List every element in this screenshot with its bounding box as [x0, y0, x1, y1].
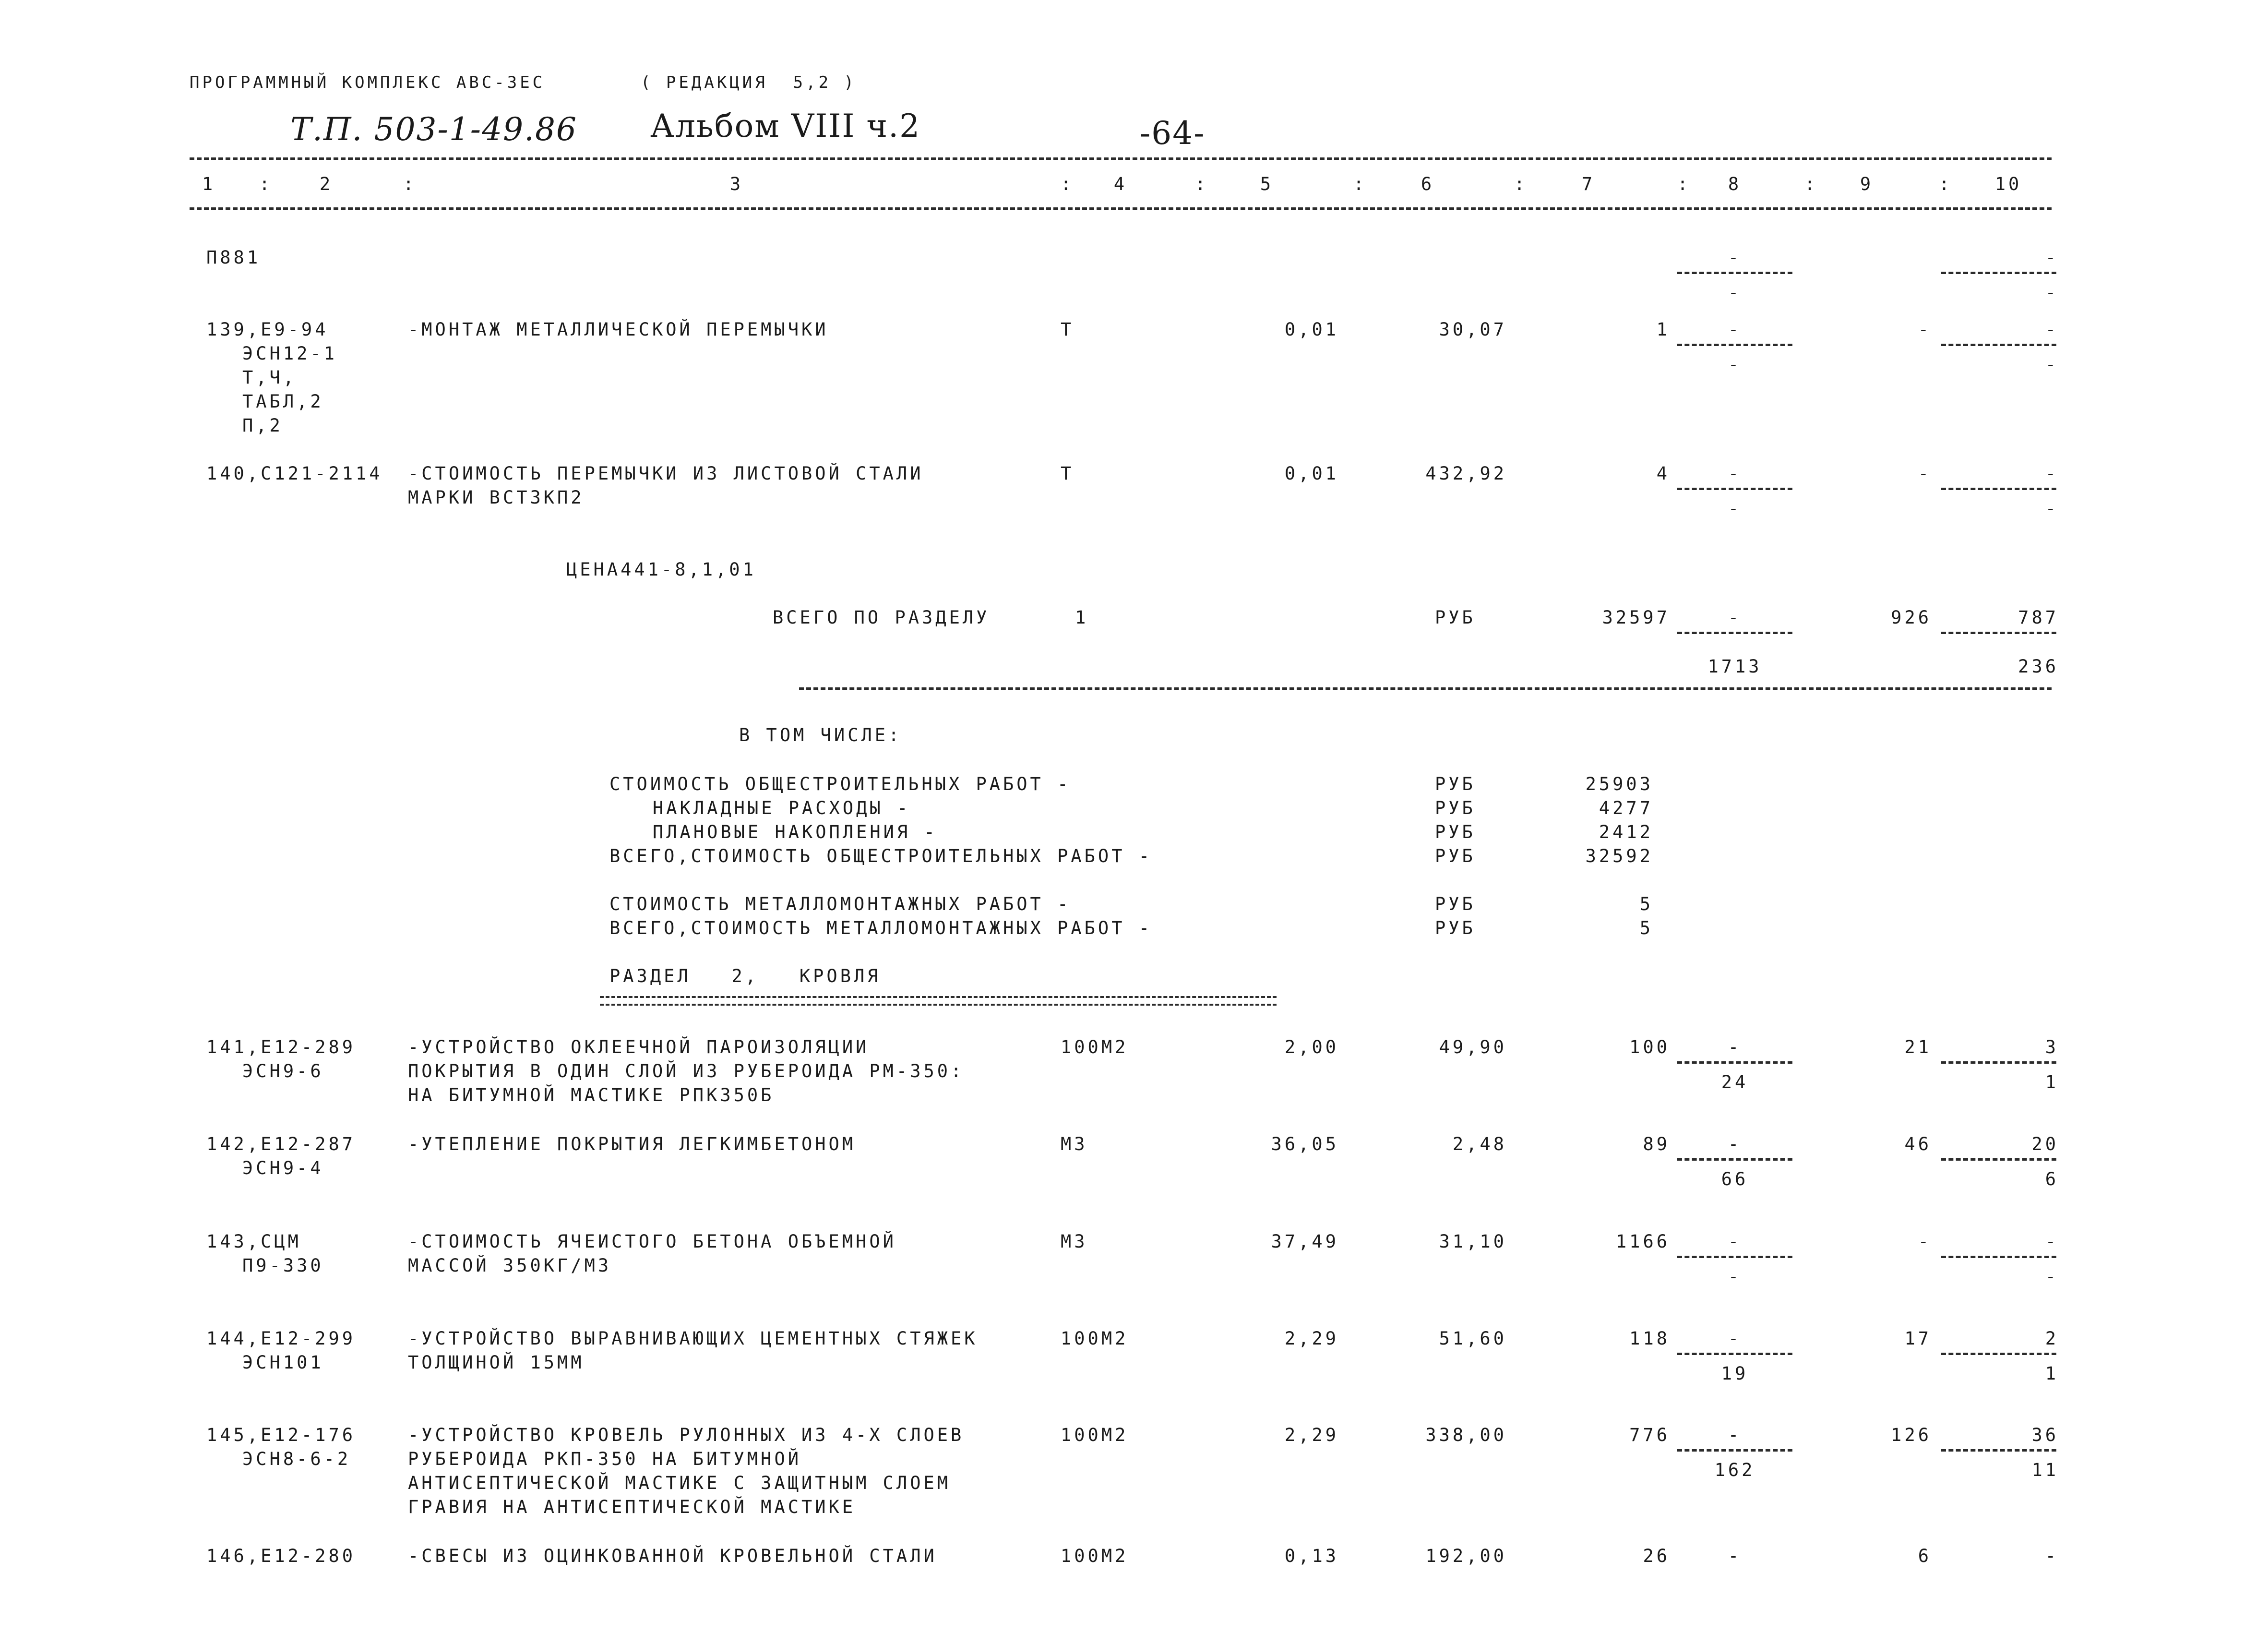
row-total: 26: [1643, 1546, 1670, 1566]
section-total-currency: РУБ: [1435, 607, 1476, 628]
row-col8: -: [1728, 1328, 1742, 1349]
edition-label: ( РЕДАКЦИЯ 5,2 ): [641, 73, 857, 92]
column-separator: :: [1061, 174, 1074, 194]
row-col10-lower: 1: [2045, 1363, 2059, 1384]
row-unit: 100М2: [1061, 1328, 1129, 1349]
row-description: -УСТРОЙСТВО ВЫРАВНИВАЮЩИХ ЦЕМЕНТНЫХ СТЯЖЕК: [408, 1328, 978, 1349]
column-separator: :: [1514, 174, 1528, 194]
row-description: ГРАВИЯ НА АНТИСЕПТИЧЕСКОЙ МАСТИКЕ: [408, 1497, 856, 1517]
row-code: ЭСН101: [242, 1352, 324, 1373]
col8-split-rule: [1677, 272, 1792, 274]
row-code: ЭСН8-6-2: [242, 1449, 351, 1469]
row-col8-lower: 162: [1714, 1460, 1755, 1480]
row-col10: 20: [2031, 1134, 2059, 1154]
section-total-number: 1: [1075, 607, 1089, 628]
summary-value: 5: [1639, 894, 1653, 914]
row-code: ЭСН12-1: [242, 343, 337, 364]
row-description: РУБЕРОИДА РКП-350 НА БИТУМНОЙ: [408, 1449, 802, 1469]
row-unit-price: 192,00: [1425, 1546, 1507, 1566]
column-separator: :: [1353, 174, 1367, 194]
row-col10: -: [2045, 463, 2059, 484]
row-code: ЭСН9-6: [242, 1061, 324, 1081]
col8-split-rule: [1677, 1256, 1792, 1258]
row-col8-lower: -: [1728, 354, 1742, 375]
column-number-3: 3: [729, 174, 744, 194]
row-code: 142,Е12-287: [206, 1134, 356, 1154]
row-col9: 6: [1918, 1546, 1932, 1566]
column-number-5: 5: [1260, 174, 1274, 194]
row-col8-lower: 19: [1721, 1363, 1749, 1384]
summary-label: ВСЕГО,СТОИМОСТЬ МЕТАЛЛОМОНТАЖНЫХ РАБОТ -: [609, 918, 1153, 938]
summary-value: 25903: [1585, 774, 1653, 794]
column-number-1: 1: [202, 174, 216, 194]
program-name: ПРОГРАММНЫЙ КОМПЛЕКС АВС-3ЕС: [190, 73, 546, 92]
row-col10: 3: [2045, 1037, 2059, 1057]
summary-value: 4277: [1599, 798, 1653, 818]
row-col10: -: [2045, 319, 2059, 340]
row-col8: -: [1728, 1037, 1742, 1057]
row-col10: 2: [2045, 1328, 2059, 1349]
col10-split-rule: [1941, 272, 2056, 274]
col10-split-rule: [1941, 1353, 2056, 1355]
col8-split-rule: [1677, 1061, 1792, 1064]
row-col9: 17: [1904, 1328, 1932, 1349]
row-description: ТОЛЩИНОЙ 15ММ: [408, 1352, 585, 1373]
column-number-4: 4: [1113, 174, 1128, 194]
row-col9: -: [1918, 463, 1932, 484]
col8-split-rule: [1677, 488, 1792, 490]
row-quantity: 0,01: [1284, 319, 1339, 340]
row-code: 141,Е12-289: [206, 1037, 356, 1057]
column-number-7: 7: [1581, 174, 1596, 194]
summary-currency: РУБ: [1435, 798, 1476, 818]
row-col8: -: [1728, 1134, 1742, 1154]
row-quantity: 2,29: [1284, 1425, 1339, 1445]
row-col9: 21: [1904, 1037, 1932, 1057]
col8-split-rule: [1677, 632, 1792, 634]
row-code: 143,СЦМ: [206, 1231, 301, 1252]
row-unit-price: 432,92: [1425, 463, 1507, 484]
col10-split-rule: [1941, 1449, 2056, 1452]
col8-split-rule: [1677, 1158, 1792, 1161]
section-total-col8: -: [1728, 607, 1742, 628]
row-col10-lower: -: [2045, 1266, 2059, 1287]
summary-label: СТОИМОСТЬ ОБЩЕСТРОИТЕЛЬНЫХ РАБОТ -: [609, 774, 1071, 794]
column-number-6: 6: [1420, 174, 1435, 194]
summary-currency: РУБ: [1435, 774, 1476, 794]
row-col10-lower: 1: [2045, 1072, 2059, 1093]
section-2-underline: [600, 996, 1277, 1006]
row-unit-price: 30,07: [1439, 319, 1507, 340]
row-description: МАРКИ ВСТ3КП2: [408, 487, 585, 508]
row-col10: -: [2045, 1231, 2059, 1252]
section-2-heading: РАЗДЕЛ 2, КРОВЛЯ: [609, 966, 881, 986]
row-unit: 100М2: [1061, 1546, 1129, 1566]
column-number-9: 9: [1860, 174, 1874, 194]
row-description: -СВЕСЫ ИЗ ОЦИНКОВАННОЙ КРОВЕЛЬНОЙ СТАЛИ: [408, 1546, 937, 1566]
summary-currency: РУБ: [1435, 846, 1476, 866]
column-number-2: 2: [319, 174, 334, 194]
row-total: 100: [1629, 1037, 1670, 1057]
album-label: Альбом VIII ч.2: [650, 108, 921, 144]
row-col8-lower: -: [1728, 498, 1742, 519]
summary-label: ПЛАНОВЫЕ НАКОПЛЕНИЯ -: [653, 822, 938, 842]
row-col8-lower: -: [1728, 282, 1742, 303]
column-separator: :: [403, 174, 417, 194]
column-separator: :: [1677, 174, 1691, 194]
row-col10-lower: -: [2045, 498, 2059, 519]
row-total: 4: [1656, 463, 1670, 484]
row-col8: -: [1728, 1231, 1742, 1252]
row-code: ЭСН9-4: [242, 1158, 324, 1178]
column-number-8: 8: [1728, 174, 1742, 194]
row-col8-lower: 66: [1721, 1169, 1749, 1189]
col10-split-rule: [1941, 1256, 2056, 1258]
row-col8-lower: 24: [1721, 1072, 1749, 1093]
summary-value: 2412: [1599, 822, 1653, 842]
summary-currency: РУБ: [1435, 918, 1476, 938]
doc-number: Т.П. 503-1-49.86: [290, 111, 578, 148]
col8-split-rule: [1677, 344, 1792, 346]
col8-split-rule: [1677, 1353, 1792, 1355]
row-col9: -: [1918, 1231, 1932, 1252]
column-separator: :: [259, 174, 273, 194]
row-code: 145,Е12-176: [206, 1425, 356, 1445]
row-col10-lower: -: [2045, 354, 2059, 375]
row-total: 1166: [1615, 1231, 1670, 1252]
summary-currency: РУБ: [1435, 822, 1476, 842]
row-unit: 100М2: [1061, 1037, 1129, 1057]
row-col8: -: [1728, 247, 1742, 268]
row-col8: -: [1728, 319, 1742, 340]
summary-label: ВСЕГО,СТОИМОСТЬ ОБЩЕСТРОИТЕЛЬНЫХ РАБОТ -: [609, 846, 1153, 866]
including-label: В ТОМ ЧИСЛЕ:: [739, 725, 902, 745]
row-code: П9-330: [242, 1255, 324, 1276]
col10-split-rule: [1941, 1061, 2056, 1064]
summary-currency: РУБ: [1435, 894, 1476, 914]
row-code: П,2: [242, 415, 283, 436]
row-unit-price: 31,10: [1439, 1231, 1507, 1252]
row-col10-lower: 11: [2031, 1460, 2059, 1480]
row-description: АНТИСЕПТИЧЕСКОЙ МАСТИКЕ С ЗАЩИТНЫМ СЛОЕМ: [408, 1473, 951, 1493]
col10-split-rule: [1941, 1158, 2056, 1161]
row-quantity: 0,13: [1284, 1546, 1339, 1566]
summary-label: НАКЛАДНЫЕ РАСХОДЫ -: [653, 798, 911, 818]
row-code: 146,Е12-280: [206, 1546, 356, 1566]
row-col10-lower: 6: [2045, 1169, 2059, 1189]
row-description: -УСТРОЙСТВО ОКЛЕЕЧНОЙ ПАРОИЗОЛЯЦИИ: [408, 1037, 870, 1057]
col8-split-rule: [1677, 1449, 1792, 1452]
row-description: НА БИТУМНОЙ МАСТИКЕ РПК350Б: [408, 1085, 775, 1105]
row-description: -МОНТАЖ МЕТАЛЛИЧЕСКОЙ ПЕРЕМЫЧКИ: [408, 319, 829, 340]
row-col9: 126: [1891, 1425, 1932, 1445]
row-unit-price: 49,90: [1439, 1037, 1507, 1057]
section-total-col8-lower: 1713: [1707, 656, 1762, 677]
row-total: 89: [1643, 1134, 1670, 1154]
section-total-col10-lower: 236: [2018, 656, 2059, 677]
row-code: 144,Е12-299: [206, 1328, 356, 1349]
col10-split-rule: [1941, 488, 2056, 490]
row-col8: -: [1728, 463, 1742, 484]
row-col8-lower: -: [1728, 1266, 1742, 1287]
column-separator: :: [1939, 174, 1953, 194]
section-total-col10: 787: [2018, 607, 2059, 628]
row-code: 139,Е9-94: [206, 319, 329, 340]
row-code: 140,С121-2114: [206, 463, 383, 484]
row-description: -СТОИМОСТЬ ЯЧЕИСТОГО БЕТОНА ОБЪЕМНОЙ: [408, 1231, 896, 1252]
row-total: 1: [1656, 319, 1670, 340]
row-quantity: 2,00: [1284, 1037, 1339, 1057]
row-code: П881: [206, 247, 261, 268]
row-code: ТАБЛ,2: [242, 391, 324, 412]
row-description: МАССОЙ 350КГ/М3: [408, 1255, 612, 1276]
summary-value: 5: [1639, 918, 1653, 938]
column-separator: :: [1195, 174, 1209, 194]
section-total-label: ВСЕГО ПО РАЗДЕЛУ: [773, 607, 990, 628]
row-col10: -: [2045, 1546, 2059, 1566]
row-quantity: 37,49: [1271, 1231, 1339, 1252]
row-description: -УСТРОЙСТВО КРОВЕЛЬ РУЛОННЫХ ИЗ 4-Х СЛОЕВ: [408, 1425, 965, 1445]
row-description: ПОКРЫТИЯ В ОДИН СЛОЙ ИЗ РУБЕРОИДА РМ-350:: [408, 1061, 965, 1081]
row-unit: 100М2: [1061, 1425, 1129, 1445]
column-number-10: 10: [1994, 174, 2022, 194]
row-col10-lower: -: [2045, 282, 2059, 303]
price-reference: ЦЕНА441-8,1,01: [566, 559, 756, 580]
row-quantity: 2,29: [1284, 1328, 1339, 1349]
section-total-rule: [799, 687, 2052, 690]
header-rule-top: [190, 157, 2052, 160]
section-total-col9: 926: [1891, 607, 1932, 628]
row-col10: 36: [2031, 1425, 2059, 1445]
row-quantity: 0,01: [1284, 463, 1339, 484]
row-unit: М3: [1061, 1134, 1088, 1154]
row-unit-price: 338,00: [1425, 1425, 1507, 1445]
column-separator: :: [1804, 174, 1818, 194]
row-unit-price: 51,60: [1439, 1328, 1507, 1349]
row-col9: 46: [1904, 1134, 1932, 1154]
row-col8: -: [1728, 1546, 1742, 1566]
row-description: -СТОИМОСТЬ ПЕРЕМЫЧКИ ИЗ ЛИСТОВОЙ СТАЛИ: [408, 463, 924, 484]
row-unit: Т: [1061, 319, 1074, 340]
row-total: 776: [1629, 1425, 1670, 1445]
col10-split-rule: [1941, 632, 2056, 634]
col10-split-rule: [1941, 344, 2056, 346]
row-description: -УТЕПЛЕНИЕ ПОКРЫТИЯ ЛЕГКИМБЕТОНОМ: [408, 1134, 856, 1154]
row-col8: -: [1728, 1425, 1742, 1445]
summary-value: 32592: [1585, 846, 1653, 866]
row-col9: -: [1918, 319, 1932, 340]
row-unit: Т: [1061, 463, 1074, 484]
row-total: 118: [1629, 1328, 1670, 1349]
header-rule-bottom: [190, 207, 2052, 210]
section-total-value: 32597: [1602, 607, 1670, 628]
row-col10: -: [2045, 247, 2059, 268]
row-code: Т,Ч,: [242, 367, 297, 388]
summary-label: СТОИМОСТЬ МЕТАЛЛОМОНТАЖНЫХ РАБОТ -: [609, 894, 1071, 914]
page-number: -64-: [1140, 115, 1206, 152]
row-unit: М3: [1061, 1231, 1088, 1252]
row-unit-price: 2,48: [1452, 1134, 1507, 1154]
row-quantity: 36,05: [1271, 1134, 1339, 1154]
